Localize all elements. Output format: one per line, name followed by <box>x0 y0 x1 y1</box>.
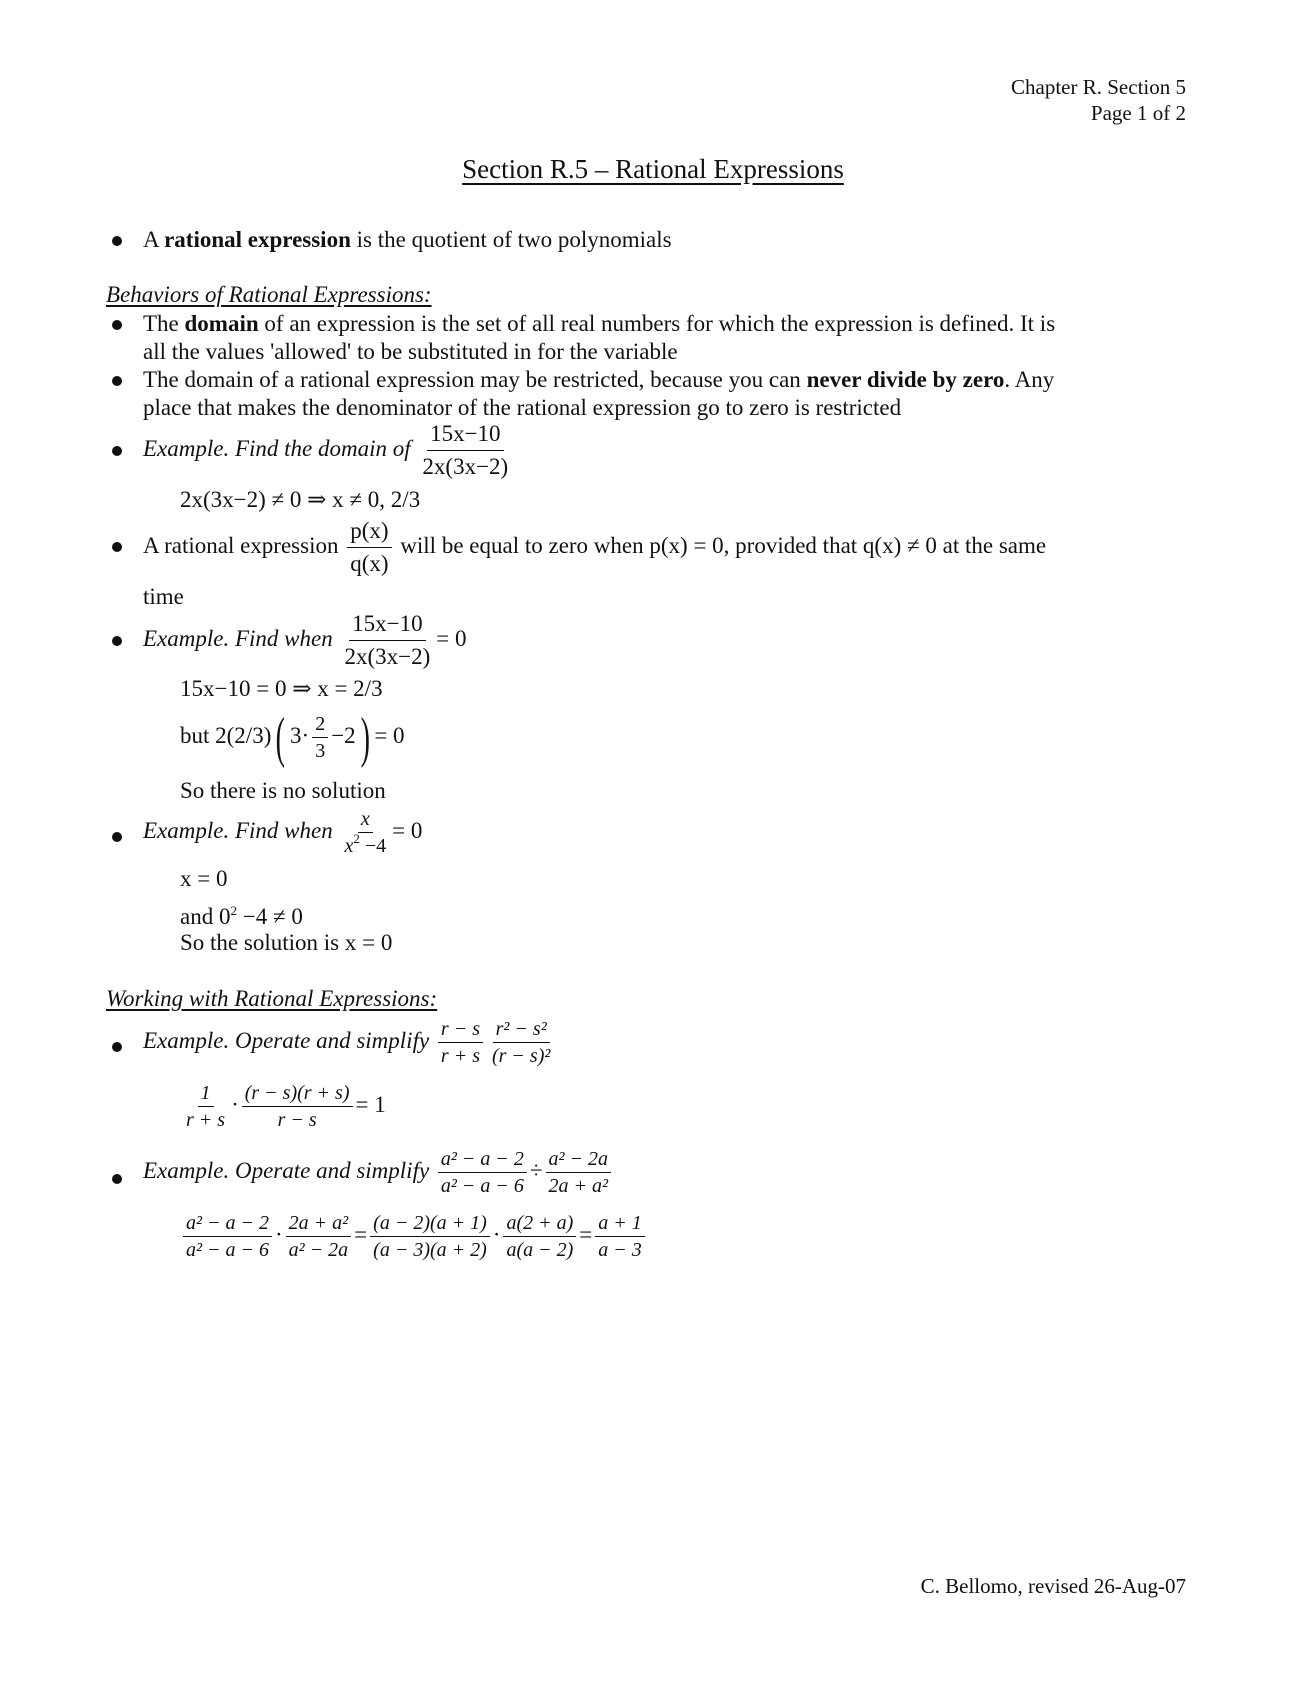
fraction: $\frac{15x-10}{2x(3x-2)}$ <box>344 611 431 669</box>
section-heading-behaviors: Behaviors of Rational Expressions: <box>106 282 432 307</box>
bullet-icon <box>112 320 122 330</box>
bullet-icon <box>112 1042 122 1052</box>
bullet-icon <box>112 542 122 552</box>
bullet-icon <box>112 376 122 386</box>
fraction: $\frac{\text{r² − s²}}{\text{(r − s)²}}$ <box>491 1018 551 1067</box>
fraction: $\frac{\text{a² − 2a}}{\text{2a + a²}}$ <box>546 1148 612 1197</box>
bullet-icon <box>112 636 122 646</box>
fraction: $\frac{1}{r + s}$ <box>186 1082 226 1131</box>
page-header <box>1011 74 1186 126</box>
example-zero-2-conclusion: So the solution is x = 0 <box>180 930 393 955</box>
zero-condition-tail: time <box>143 584 184 609</box>
fraction: $\frac{(r - s)(r + s)}{r - s}$ <box>242 1082 353 1131</box>
example-zero-step2: but 2(2/3)( 3· $\frac{2}{3}$ −2) = 0 <box>180 706 405 769</box>
page-footer: C. Bellomo, revised 26-Aug-07 <box>920 1574 1186 1598</box>
fraction: $\frac{(a - 2)(a + 1)}{(a - 3)(a + 2)}$ <box>370 1212 490 1261</box>
example-domain: Example. Find the domain of $\frac{15x-10}{2x(3x-2)}$ <box>143 420 514 481</box>
example-zero-2-step2: and $0^2 -4 \ne 0$ <box>180 903 303 929</box>
zero-condition-text: A rational expression $\frac{p(x)}{q(x)}$ will be equal to zero when p(x) = 0, provided that q(x) ≠ 0 at the same <box>143 518 1047 576</box>
page-number: Page 1 of 2 <box>1090 101 1186 125</box>
example-operate-2-step: $\frac{\text{a² − a − 2}}{\text{a² − a − 6}}$ · $\frac{\text{2a + a²}}{\text{a² − 2a}}$ = $\frac{(a - 2)(a + 1)}{(a - 3)(a + 2)}$ · $\frac{a(2 + a)}{a(a - 2)}$ = $\frac{a + 1}{a - 3}$ <box>180 1212 648 1261</box>
domain-definition: The domain of an expression is the set of all real numbers for which the expression is defined. It is <box>143 311 1056 336</box>
section-heading-working: Working with Rational Expressions: <box>106 986 438 1011</box>
example-operate-2: Example. Operate and simplify $\frac{\text{a² − a − 2}}{\text{a² − a − 6}}$ ÷ $\frac{\text{a² − 2a}}{\text{2a + a²}}$ <box>143 1148 614 1197</box>
example-zero-conclusion: So there is no solution <box>180 778 386 803</box>
fraction: $\frac{\text{a² − a − 2}}{\text{a² − a − 6}}$ <box>438 1148 527 1197</box>
example-zero: Example. Find when $\frac{15x-10}{2x(3x-2)}$ = 0 <box>143 611 467 669</box>
bullet-icon <box>112 1174 122 1184</box>
restriction-text-cont: place that makes the denominator of the rational expression go to zero is restricted <box>143 395 902 420</box>
example-domain-step: 2x(3x−2) ≠ 0 ⇒ x ≠ 0, 2/3 <box>180 487 421 512</box>
bullet-icon <box>112 832 122 842</box>
example-operate-1-step: $\frac{1}{r + s}$ · $\frac{(r - s)(r + s)}{r - s}$ = 1 <box>180 1082 386 1131</box>
fraction: $\frac{x}{x^2 -4}$ <box>344 808 387 857</box>
restriction-text: The domain of a rational expression may be restricted, because you can never divide by zero. Any <box>143 367 1055 392</box>
example-operate-1: Example. Operate and simplify $\frac{r - s}{r + s}$ $\frac{\text{r² − s²}}{\text{(r − s)²}}$ <box>143 1018 556 1067</box>
example-zero-step1: 15x−10 = 0 ⇒ x = 2/3 <box>180 676 383 701</box>
fraction: $\frac{15x-10}{2x(3x-2)}$ <box>422 421 509 479</box>
fraction: $\frac{\text{a² − a − 2}}{\text{a² − a − 6}}$ <box>183 1212 272 1261</box>
intro-text: A rational expression is the quotient of two polynomials <box>143 227 672 252</box>
domain-definition-cont: all the values 'allowed' to be substituted in for the variable <box>143 339 678 364</box>
fraction: $\frac{a(2 + a)}{a(a - 2)}$ <box>503 1212 576 1261</box>
fraction: $\frac{p(x)}{q(x)}$ <box>347 517 391 578</box>
bullet-icon <box>112 236 122 246</box>
example-zero-2: Example. Find when $\frac{x}{x^2 -4}$ = 0 <box>143 808 423 857</box>
bullet-icon <box>112 446 122 456</box>
fraction: $\frac{2}{3}$ <box>312 713 328 762</box>
page-title: Section R.5 – Rational Expressions <box>462 154 844 184</box>
chapter-label: Chapter R. Section 5 <box>1011 75 1186 99</box>
fraction: $\frac{a + 1}{a - 3}$ <box>595 1212 645 1261</box>
example-zero-2-step1: x = 0 <box>180 866 228 891</box>
fraction: $\frac{r - s}{r + s}$ <box>438 1018 483 1067</box>
fraction: $\frac{\text{2a + a²}}{\text{a² − 2a}}$ <box>286 1212 352 1261</box>
